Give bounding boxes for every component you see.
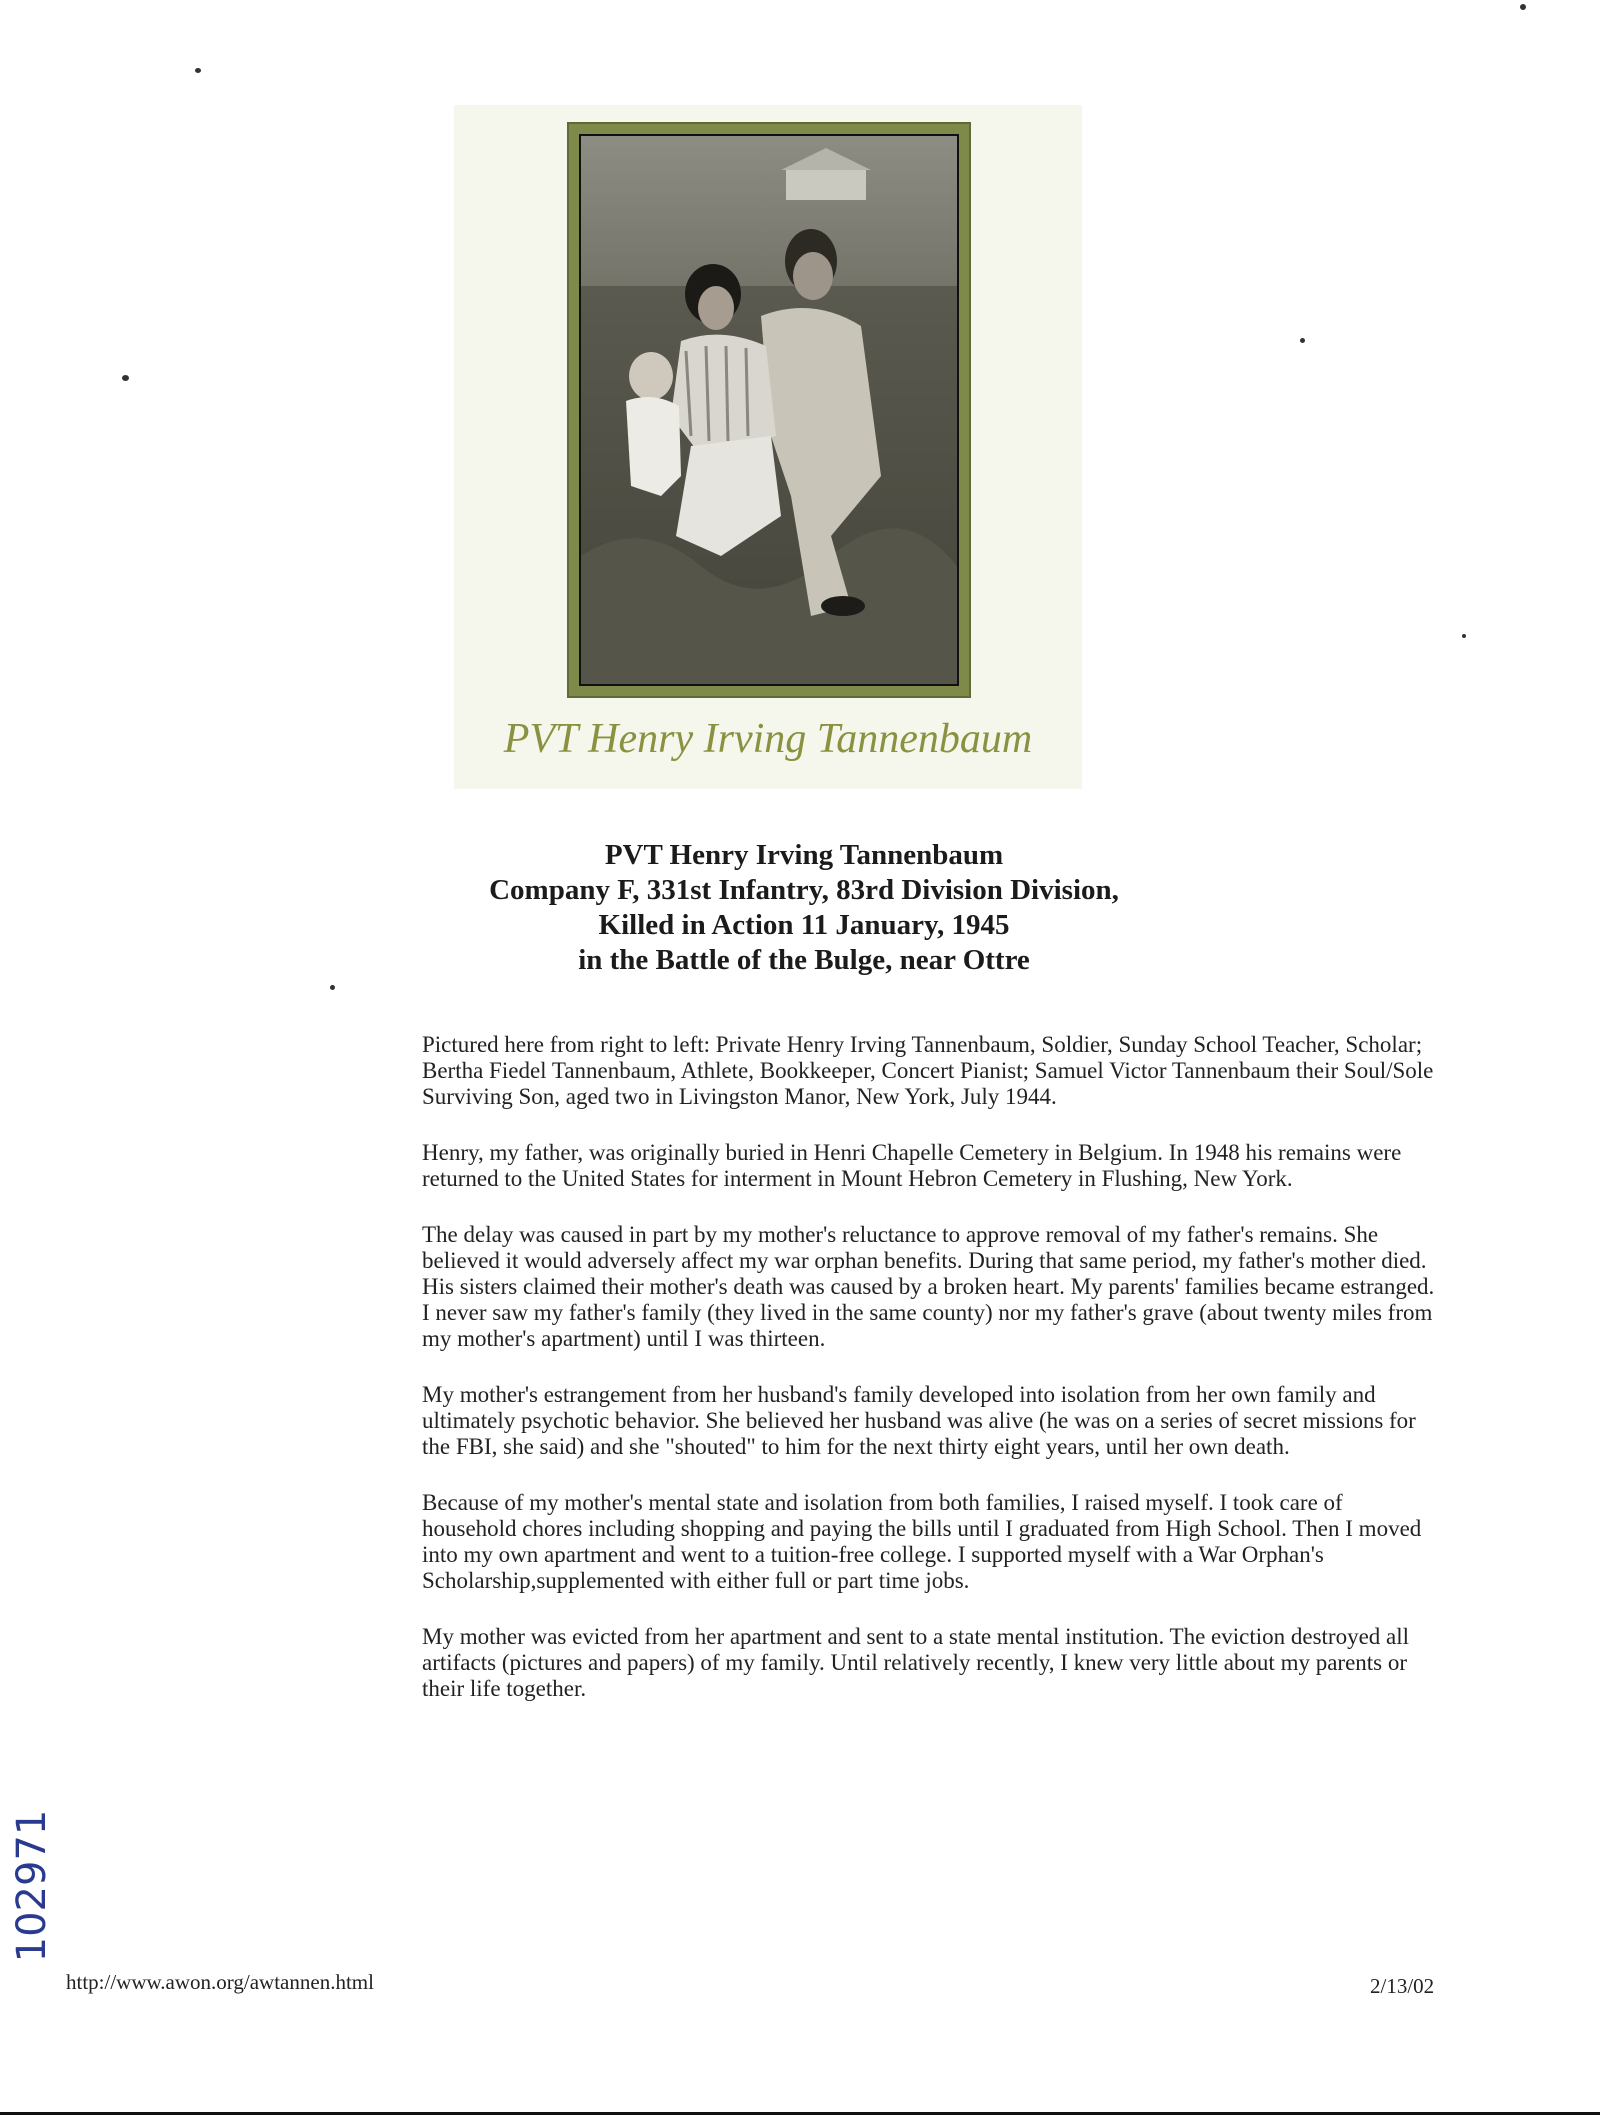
paragraph: My mother's estrangement from her husband's family developed into isolation from her own family and ultimately psychotic behavior. She believed her husband was alive (he was on a series of secret missions for the FBI, she said) and she "shouted" to him for the next thirty eight years, until her own death.	[422, 1382, 1416, 1459]
heading-line-unit: Company F, 331st Infantry, 83rd Division Division,	[489, 874, 1119, 906]
photo-card	[454, 105, 1082, 789]
scan-speck	[1520, 4, 1526, 10]
family-photo-icon	[579, 134, 959, 686]
heading-line-kia: Killed in Action 11 January, 1945	[598, 909, 1010, 941]
body-text	[422, 1032, 1438, 1732]
scan-speck	[330, 985, 335, 990]
heading-line-battle: in the Battle of the Bulge, near Ottre	[578, 944, 1030, 976]
paragraph: Henry, my father, was originally buried in Henri Chapelle Cemetery in Belgium. In 1948 his remains were returned to the United States for interment in Mount Hebron Cemetery in Flushing, New York.	[422, 1140, 1402, 1191]
footer-url: http://www.awon.org/awtannen.html	[66, 1970, 374, 1994]
photo-caption: PVT Henry Irving Tannenbaum	[503, 716, 1033, 762]
bottom-rule	[0, 2112, 1600, 2115]
stamp-number: 102971	[9, 1809, 55, 1963]
scan-speck	[1300, 338, 1305, 343]
heading-line-name: PVT Henry Irving Tannenbaum	[604, 839, 1004, 871]
scan-speck	[1462, 634, 1466, 638]
document-heading	[330, 838, 1278, 978]
paragraph: Because of my mother's mental state and isolation from both families, I raised myself. I took care of household chores including shopping and paying the bills until I graduated from High School. Then I moved into my own apartment and went to a tuition-free college. I supported myself with a War Orphan's Scholarship,supplemented with either full or part time jobs.	[422, 1490, 1422, 1593]
paragraph: Pictured here from right to left: Private Henry Irving Tannenbaum, Soldier, Sunday School Teacher, Scholar; Bertha Fiedel Tannenbaum, Athlete, Bookkeeper, Concert Pianist; Samuel Victor Tannenbaum their Soul/Sole Surviving Son, aged two in Livingston Manor, New York, July 1944.	[422, 1032, 1434, 1109]
footer-date: 2/13/02	[1370, 1974, 1435, 1998]
paragraph: The delay was caused in part by my mother's reluctance to approve removal of my father's remains. She believed it would adversely affect my war orphan benefits. During that same period, my father's mother died. His sisters claimed their mother's death was caused by a broken heart. My parents' families became estranged. I never saw my father's family (they lived in the same county) nor my father's grave (about twenty miles from my mother's apartment) until I was thirteen.	[422, 1222, 1435, 1351]
photo-frame	[567, 122, 971, 698]
scan-speck	[122, 375, 129, 381]
paragraph: My mother was evicted from her apartment and sent to a state mental institution. The eviction destroyed all artifacts (pictures and papers) of my family. Until relatively recently, I knew very little about my parents or their life together.	[422, 1624, 1410, 1701]
scan-speck	[195, 68, 201, 73]
handwritten-stamp	[8, 1786, 56, 1986]
